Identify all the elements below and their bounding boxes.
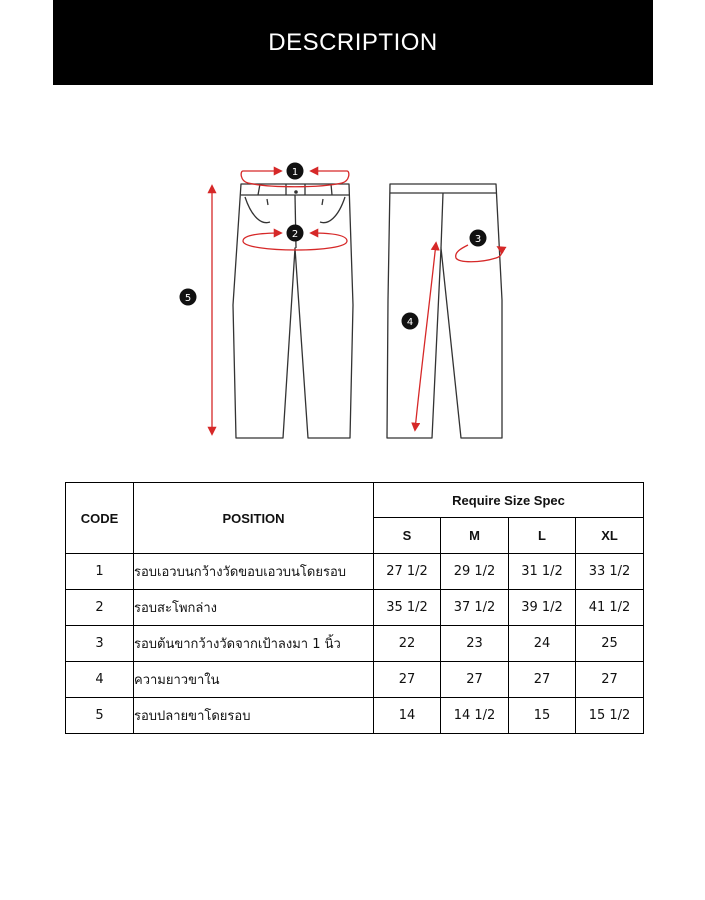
size-spec-header: Require Size Spec (374, 483, 644, 518)
row-value: 37 1/2 (441, 590, 509, 626)
row-value: 27 (441, 662, 509, 698)
size-header: XL (576, 518, 644, 554)
marker-5-label: 5 (184, 293, 192, 304)
row-code: 4 (66, 662, 134, 698)
marker-1-label: 1 (291, 167, 299, 178)
marker-2 (287, 225, 304, 242)
row-position: รอบต้นขากว้างวัดจากเป้าลงมา 1 นิ้ว (134, 626, 374, 662)
marker-3-label: 3 (474, 234, 482, 245)
marker-3 (470, 230, 487, 247)
row-value: 14 1/2 (441, 698, 509, 734)
row-code: 2 (66, 590, 134, 626)
row-position: ความยาวขาใน (134, 662, 374, 698)
row-value: 31 1/2 (509, 554, 576, 590)
pants-front-view (233, 184, 353, 438)
size-header: L (509, 518, 576, 554)
marker-4 (402, 313, 419, 330)
marker-1 (287, 163, 304, 180)
row-position: รอบสะโพกล่าง (134, 590, 374, 626)
row-value: 25 (576, 626, 644, 662)
size-header: M (441, 518, 509, 554)
row-value: 23 (441, 626, 509, 662)
row-value: 15 (509, 698, 576, 734)
table-row (66, 554, 644, 590)
row-value: 22 (374, 626, 441, 662)
row-value: 24 (509, 626, 576, 662)
size-header: S (374, 518, 441, 554)
row-value: 15 1/2 (576, 698, 644, 734)
row-value: 29 1/2 (441, 554, 509, 590)
row-value: 27 (509, 662, 576, 698)
marker-5 (180, 289, 197, 306)
row-code: 5 (66, 698, 134, 734)
row-value: 33 1/2 (576, 554, 644, 590)
code-header: CODE (66, 483, 134, 554)
row-value: 27 (374, 662, 441, 698)
marker-4-label: 4 (406, 317, 414, 328)
row-value: 35 1/2 (374, 590, 441, 626)
row-value: 41 1/2 (576, 590, 644, 626)
pants-back-view (387, 184, 502, 438)
table-row (66, 698, 644, 734)
size-spec-table (65, 482, 644, 734)
banner-title: DESCRIPTION (268, 28, 438, 56)
position-header: POSITION (134, 483, 374, 554)
row-position: รอบปลายขาโดยรอบ (134, 698, 374, 734)
row-value: 14 (374, 698, 441, 734)
table-row (66, 662, 644, 698)
table-row (66, 626, 644, 662)
row-value: 39 1/2 (509, 590, 576, 626)
row-value: 27 (576, 662, 644, 698)
row-code: 1 (66, 554, 134, 590)
row-code: 3 (66, 626, 134, 662)
marker-2-label: 2 (291, 229, 299, 240)
table-row (66, 590, 644, 626)
row-position: รอบเอวบนกว้างวัดขอบเอวบนโดยรอบ (134, 554, 374, 590)
row-value: 27 1/2 (374, 554, 441, 590)
